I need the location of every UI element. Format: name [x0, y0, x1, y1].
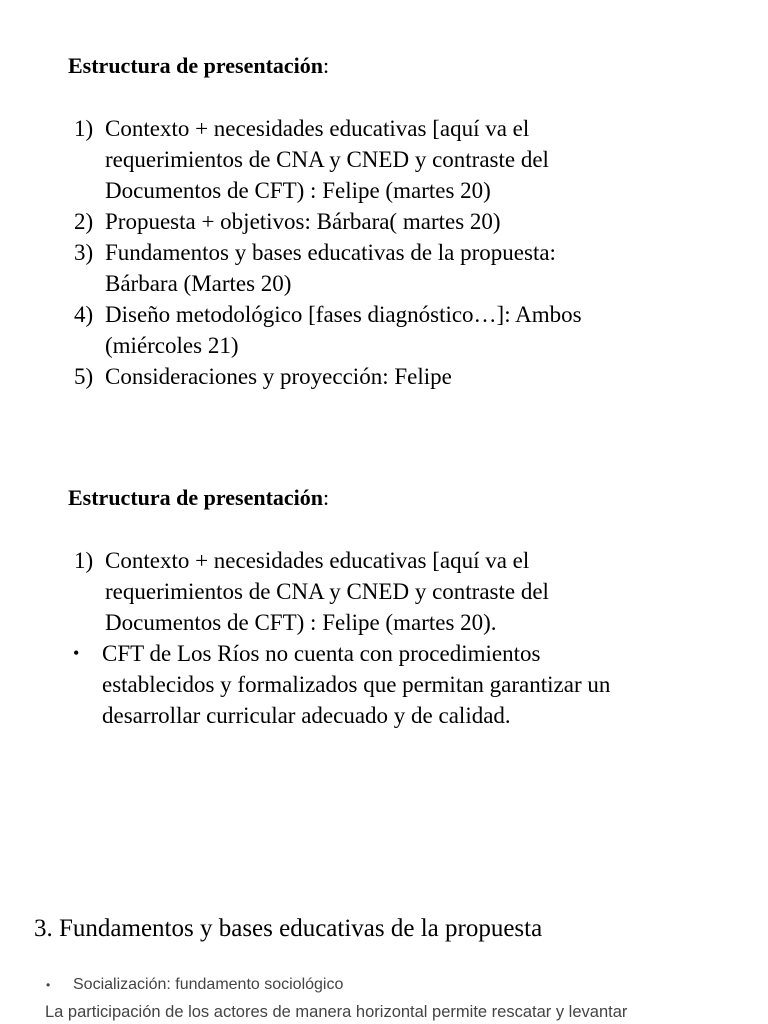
list-item: 5) Consideraciones y proyección: Felipe [74, 364, 452, 389]
list-item: 3) Fundamentos y bases educativas de la propuesta: Bárbara (Martes 20) [74, 240, 556, 296]
paragraph: La participación de los actores de manera horizontal permite rescatar y levantar [45, 1003, 628, 1021]
list-item: 4) Diseño metodológico [fases diagnóstico…]: Ambos (miércoles 21) [74, 302, 582, 358]
list-item: • CFT de Los Ríos no cuenta con procedimientos establecidos y formalizados que permitan garantizar un desarrollar curricular adecuado y de calidad. [73, 641, 611, 728]
section-1-list [0, 113, 768, 392]
list-item: 2) Propuesta + objetivos: Bárbara( martes 20) [74, 209, 501, 234]
section-3-title: 3. Fundamentos y bases educativas de la propuesta [34, 915, 543, 942]
section-2-heading: Estructura de presentación: [68, 485, 330, 510]
list-item: 1) Contexto + necesidades educativas [aquí va el requerimientos de CNA y CNED y contraste del Documentos de CFT) : Felipe (martes 20). [74, 548, 549, 635]
section-1-heading: Estructura de presentación: [68, 53, 330, 78]
section-2-list [0, 545, 768, 731]
bullet-icon: • [46, 978, 51, 992]
list-item: 1) Contexto + necesidades educativas [aquí va el requerimientos de CNA y CNED y contraste del Documentos de CFT) : Felipe (martes 20) [74, 116, 549, 203]
